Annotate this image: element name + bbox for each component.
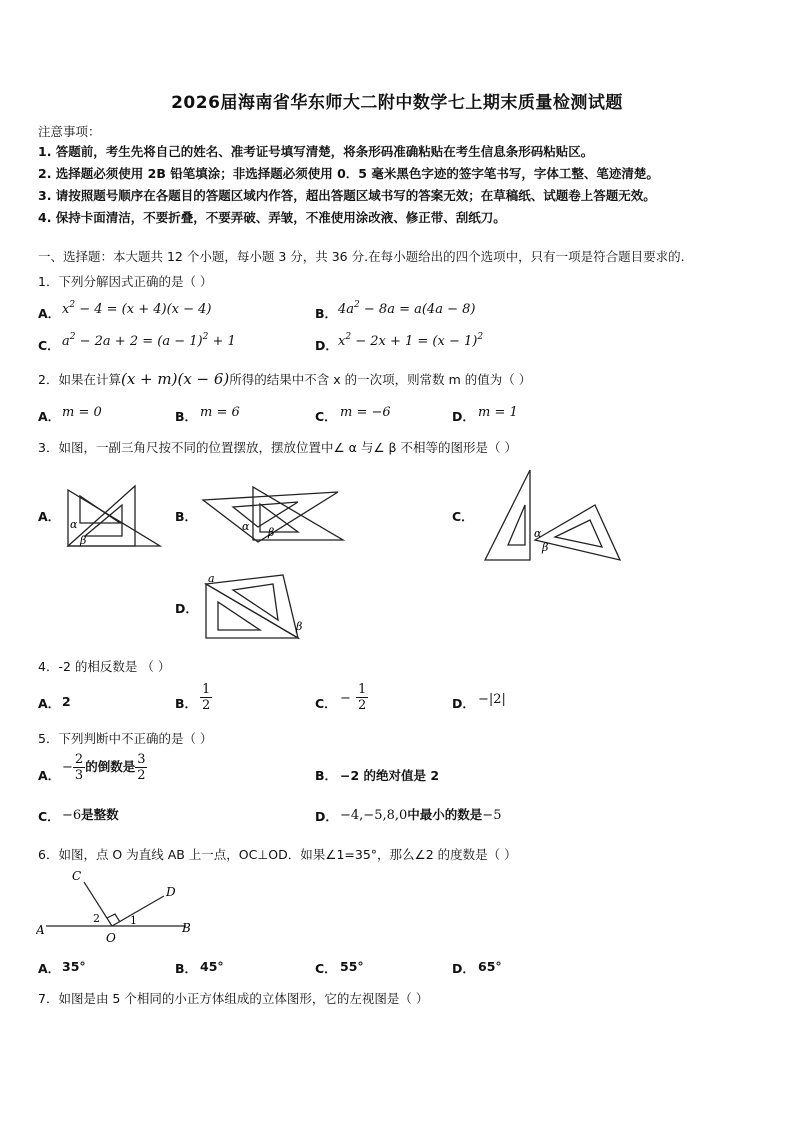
q6-option-c-label: C．: [315, 961, 337, 976]
q4-option-c-label: C．: [315, 696, 337, 711]
section-heading: 一、选择题：本大题共 12 个小题，每小题 3 分，共 36 分.在每小题给出的四个选项中，只有一项是符合题目要求的.: [38, 249, 685, 264]
q2-option-c-label: C．: [315, 409, 337, 424]
q4-option-d: −|2|: [478, 692, 506, 707]
beta-label: β: [296, 620, 303, 633]
beta-label: β: [80, 534, 87, 547]
q1-option-b-label: B．: [315, 306, 338, 321]
q1-option-c-label: C．: [38, 338, 60, 353]
q5-option-d-label: D．: [315, 809, 338, 824]
q5-stem: 5．下列判断中不正确的是（ ）: [38, 731, 213, 746]
q2-option-b-label: B．: [175, 409, 198, 424]
q2-option-d: m = 1: [478, 405, 518, 420]
q3-figure-b: [198, 482, 348, 547]
q1-option-b: $4a^2 - 8a = a(4a - 8)$: [338, 300, 476, 317]
q2-option-a: m = 0: [62, 405, 102, 420]
q4-stem: 4．-2 的相反数是 （ ）: [38, 659, 171, 674]
notice-item-2: 2. 选择题必须使用 2B 铅笔填涂；非选择题必须使用 0．5 毫米黑色字迹的签字笔书写，字体工整、笔迹清楚。: [38, 166, 659, 181]
q4-option-c: − $\frac{1}{2}$: [340, 682, 367, 713]
q5-option-c: −6是整数: [62, 807, 119, 823]
q2-stem: 2．如果在计算(x + m)(x − 6)所得的结果中不含 x 的一次项，则常数 m 的值为（ ）: [38, 370, 532, 388]
q3-figure-a: [60, 478, 165, 550]
notice-heading: 注意事项：: [38, 124, 101, 139]
alpha-label: α: [534, 527, 542, 540]
beta-label: β: [268, 526, 275, 539]
point-a-label: A: [36, 923, 45, 937]
q6-stem: 6．如图，点 O 为直线 AB 上一点，OC⊥OD．如果∠1=35°，那么∠2 的度数是（ ）: [38, 847, 517, 862]
q2-option-b: m = 6: [200, 405, 240, 420]
point-d-label: D: [166, 885, 176, 899]
q5-option-b-label: B．: [315, 768, 338, 783]
q1-option-d: $x^2 - 2x + 1 = (x - 1)^2$: [338, 332, 484, 349]
q3-option-b-label: B．: [175, 509, 198, 524]
q6-option-b-label: B．: [175, 961, 198, 976]
point-o-label: O: [106, 931, 116, 944]
q3-stem: 3．如图，一副三角尺按不同的位置摆放，摆放位置中∠ α 与∠ β 不相等的图形是（ ）: [38, 440, 517, 455]
notice-item-1: 1. 答题前，考生先将自己的姓名、准考证号填写清楚，将条形码准确粘贴在考生信息条形码粘贴区。: [38, 144, 594, 159]
q3-option-d-label: D．: [175, 601, 198, 616]
q7-stem: 7．如图是由 5 个相同的小正方体组成的立体图形，它的左视图是（ ）: [38, 991, 429, 1006]
q5-option-a-label: A．: [38, 768, 61, 783]
q4-option-d-label: D．: [452, 696, 475, 711]
q2-option-c: m = −6: [340, 405, 391, 420]
q4-option-a: 2: [62, 694, 71, 709]
page-title: 2026届海南省华东师大二附中数学七上期末质量检测试题: [171, 93, 623, 113]
q1-option-a: $x^2 - 4 = (x + 4)(x - 4)$: [62, 300, 212, 317]
q6-option-a-label: A．: [38, 961, 61, 976]
q3-option-a-label: A．: [38, 509, 61, 524]
q2-option-a-label: A．: [38, 409, 61, 424]
q5-option-d: −4,−5,8,0中最小的数是−5: [340, 807, 502, 823]
q1-option-c: $a^2 - 2a + 2 = (a - 1)^2 + 1$: [62, 332, 236, 349]
q5-option-a: − $\frac{2}{3}$ 的倒数是 $\frac{3}{2}$: [62, 752, 146, 783]
q3-figure-c: [480, 465, 625, 565]
q6-option-c: 55°: [340, 959, 364, 974]
angle-2-label: 2: [93, 912, 100, 925]
point-b-label: B: [182, 921, 191, 935]
q6-option-b: 45°: [200, 959, 224, 974]
q5-option-c-label: C．: [38, 809, 60, 824]
q5-option-b: −2 的绝对值是 2: [340, 768, 440, 783]
angle-1-label: 1: [130, 914, 137, 927]
q6-figure: [36, 864, 196, 944]
q6-option-d: 65°: [478, 959, 502, 974]
notice-item-4: 4. 保持卡面清洁，不要折叠，不要弄破、弄皱，不准使用涂改液、修正带、刮纸刀。: [38, 210, 506, 225]
notice-item-3: 3. 请按照题号顺序在各题目的答题区域内作答，超出答题区域书写的答案无效；在草稿纸、试题卷上答题无效。: [38, 188, 656, 203]
alpha-label: α: [70, 518, 78, 531]
q1-option-a-label: A．: [38, 306, 61, 321]
point-c-label: C: [72, 869, 82, 883]
q6-option-d-label: D．: [452, 961, 475, 976]
q6-option-a: 35°: [62, 959, 86, 974]
alpha-label: α: [242, 520, 250, 533]
q3-option-c-label: C．: [452, 509, 474, 524]
q1-option-d-label: D．: [315, 338, 338, 353]
q4-option-a-label: A．: [38, 696, 61, 711]
q4-option-b: $\frac{1}{2}$: [202, 682, 211, 713]
q3-figure-d: [198, 572, 313, 644]
q1-stem: 1．下列分解因式正确的是（ ）: [38, 274, 213, 289]
q2-option-d-label: D．: [452, 409, 475, 424]
q4-option-b-label: B．: [175, 696, 198, 711]
alpha-label: a: [208, 572, 215, 585]
beta-label: β: [542, 541, 549, 554]
